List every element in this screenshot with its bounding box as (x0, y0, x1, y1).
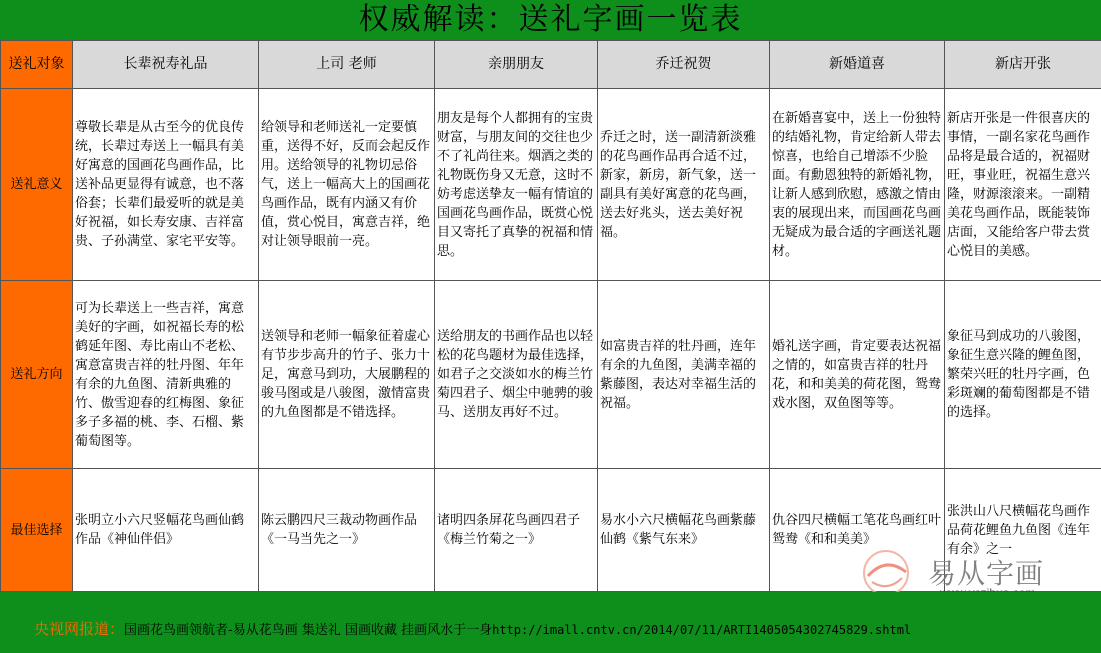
table-cell: 乔迁之时，送一副清新淡雅的花鸟画作品再合适不过，新家，新房，新气象，送一副具有美好寓意的花鸟画，送去好兆头，送去美好祝福。 (598, 89, 770, 281)
column-header: 新婚道喜 (770, 41, 945, 89)
footer-source: 央视网报道： (34, 620, 125, 638)
row-header: 最佳选择 (1, 469, 73, 592)
table-cell: 给领导和老师送礼一定要慎重，送得不好，反而会起反作用。送给领导的礼物切忌俗气，送上一幅高大上的国画花鸟画作品，既有内涵又有价值，赏心悦目，寓意吉祥，绝对让领导眼前一亮。 (259, 89, 435, 281)
yicong-logo-icon (848, 548, 926, 598)
footer-text: 国画花鸟画领航者-易从花鸟画 集送礼 国画收藏 挂画风水于一身 (124, 623, 493, 638)
row-header: 送礼方向 (1, 281, 73, 469)
table-cell: 陈云鹏四尺三裁动物画作品《一马当先之一》 (259, 469, 435, 592)
footer-bar (0, 592, 1101, 653)
table-cell: 易水小六尺横幅花鸟画紫藤仙鹤《紫气东来》 (598, 469, 770, 592)
table-cell: 诸明四条屏花鸟画四君子《梅兰竹菊之一》 (435, 469, 598, 592)
page-title: 权威解读：送礼字画一览表 (0, 0, 1101, 40)
footer-line (34, 618, 911, 639)
column-header: 亲朋朋友 (435, 41, 598, 89)
watermark (848, 548, 1058, 598)
footer-url[interactable]: http://imall.cntv.cn/2014/07/11/ARTI1405054302745829.shtml (492, 623, 912, 637)
column-header: 上司 老师 (259, 41, 435, 89)
table-cell: 张洪山八尺横幅花鸟画作品荷花鲤鱼九鱼图《连年有余》之一 (945, 469, 1101, 592)
table-row (1, 89, 1101, 281)
column-header: 长辈祝寿礼品 (73, 41, 259, 89)
table-cell: 婚礼送字画，肯定要表达祝福之情的，如富贵吉祥的牡丹花，和和美美的荷花图，鸳鸯戏水图，双鱼图等等。 (770, 281, 945, 469)
row-header: 送礼意义 (1, 89, 73, 281)
table-cell: 新店开张是一件很喜庆的事情，一副名家花鸟画作品将是最合适的，祝福财旺，事业旺，祝福生意兴隆，财源滚滚来。一副精美花鸟画作品，既能装饰店面，又能给客户带去赏心悦目的美感。 (945, 89, 1101, 281)
watermark-brand: 易从字画 (928, 557, 1045, 590)
table-cell: 朋友是每个人都拥有的宝贵财富，与朋友间的交往也少不了礼尚往来。烟酒之类的礼物既伤身又无意，这时不妨考虑送挚友一幅有情谊的国画花鸟画作品，既赏心悦目又寄托了真挚的祝福和情思。 (435, 89, 598, 281)
table-row (1, 281, 1101, 469)
table-cell: 仇谷四尺横幅工笔花鸟画红叶鸳鸯《和和美美》 (770, 469, 945, 592)
table-cell: 送给朋友的书画作品也以轻松的花鸟题材为最佳选择，如君子之交淡如水的梅兰竹菊四君子、烟尘中驰骋的骏马、送朋友再好不过。 (435, 281, 598, 469)
column-header: 乔迁祝贺 (598, 41, 770, 89)
corner-header: 送礼对象 (1, 41, 73, 89)
table-cell: 张明立小六尺竖幅花鸟画仙鹤作品《神仙伴侣》 (73, 469, 259, 592)
column-header: 新店开张 (945, 41, 1101, 89)
gift-table (0, 40, 1101, 592)
table-cell: 象征马到成功的八骏图，象征生意兴隆的鲤鱼图，繁荣兴旺的牡丹字画，色彩斑斓的葡萄图都是不错的选择。 (945, 281, 1101, 469)
table-cell: 可为长辈送上一些吉祥，寓意美好的字画，如祝福长寿的松鹤延年图、寿比南山不老松、寓意富贵吉祥的牡丹图、年年有余的九鱼图、清新典雅的竹、傲雪迎春的红梅图、象征多子多福的桃、李、石榴、紫葡萄图等。 (73, 281, 259, 469)
table-cell: 送领导和老师一幅象征着虚心有节步步高升的竹子、张力十足，寓意马到功，大展鹏程的骏马图或是八骏图，激情富贵的九鱼图都是不错选择。 (259, 281, 435, 469)
table-header-row (1, 41, 1101, 89)
table-cell: 如富贵吉祥的牡丹画，连年有余的九鱼图，美满幸福的紫藤图，表达对幸福生活的祝福。 (598, 281, 770, 469)
table-cell: 在新婚喜宴中，送上一份独特的结婚礼物，肯定给新人带去惊喜，也给自己增添不少脸面。有勳恩独特的新婚礼物，让新人感到欣慰，感激之情由衷的展现出来，而国画花鸟画无疑成为最合适的字画送礼题材。 (770, 89, 945, 281)
table-cell: 尊敬长辈是从古至今的优良传统，长辈过寿送上一幅具有美好寓意的国画花鸟画作品，比送补品更显得有诚意，也不落俗套；长辈们最爱听的就是美好祝福，如长寿安康、吉祥富贵、子孙满堂、家宅平安等。 (73, 89, 259, 281)
